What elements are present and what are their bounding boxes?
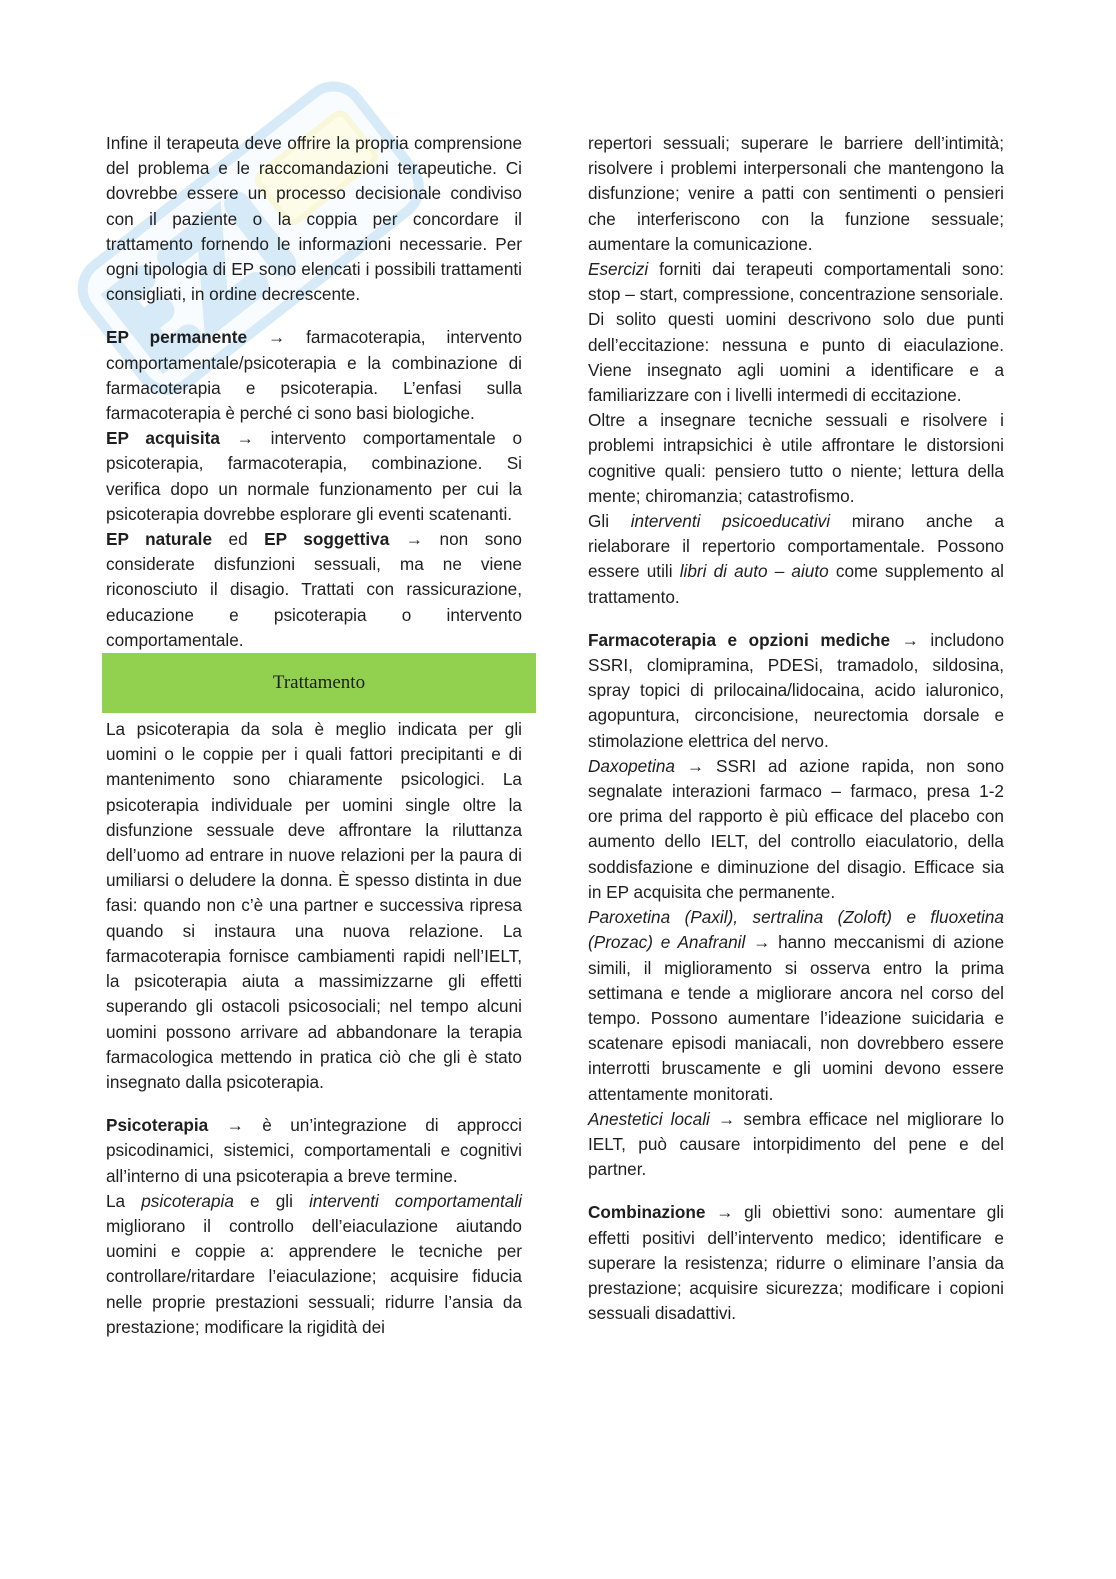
psicoterapia-italic: psicoterapia [141,1190,234,1211]
anestetici-text: sembra efficace nel migliorare lo IELT, può causare intorpidimento del pene e del partner. [588,1108,1005,1180]
arrow-icon: → [901,629,919,650]
psicoterapia-text: è un’integrazione di approcci psicodinamici, sistemici, comportamentali e cognitivi all’interno di una psicoterapia a breve termine. [106,1115,522,1186]
psicoterapia-term: Psicoterapia [106,1115,209,1136]
arrow-icon: → [226,1115,244,1136]
section-heading-trattamento: Trattamento [102,653,536,713]
ep-permanente-paragraph [106,325,522,426]
arrow-icon: → [236,428,254,449]
interventi-paragraph [106,1189,522,1340]
daxopetina-paragraph [588,754,1004,905]
arrow-icon: → [716,1202,734,1223]
ep-naturale-text: non sono considerate disfunzioni sessuali, ma ne viene riconosciuto il disagio. Trattati con rassicurazione, educazione e psicoterapia o intervento comportamentale. [106,529,522,650]
daxopetina-italic: Daxopetina [588,755,675,776]
psicoterapia-paragraph [106,1113,522,1189]
daxopetina-text: SSRI ad azione rapida, non sono segnalate interazioni farmaco – farmaco, presa 1-2 ore prima del rapporto è più efficace del placebo con aumento dello IELT, del controllo eiaculatorio, della soddisfazione e diminuzione del disagio. Efficace sia in EP acquisita che permanente. [588,755,1005,902]
text-fragment: La [106,1190,142,1211]
text-fragment: e gli [233,1190,310,1211]
paroxetina-italic: Paroxetina (Paxil), sertralina (Zoloft) e fluoxetina (Prozac) e Anafranil [588,907,1004,953]
arrow-icon: → [686,755,705,776]
conjunction: ed [212,529,265,550]
esercizi-italic: Esercizi [588,259,649,280]
text-fragment: come supplemento al trattamento. [588,561,1004,607]
psicoeducativi-paragraph [588,509,1004,610]
psicoterapia-sola-paragraph: La psicoterapia da sola è meglio indicata per gli uomini o le coppie per i quali fattori precipitanti e di mantenimento sono chiaramente psicologici. La psicoterapia individuale per uomini single oltre la disfunzione sessuale deve affrontare la riluttanza dell’uomo ad entrare in nuove relazioni per la paura di umiliarsi o deludere la donna. È spesso distinta in due fasi: quando non c’è una partner e successiva ripresa quando si instaura una nuova relazione. La farmacoterapia fornisce cambiamenti rapidi nell’IELT, la psicoterapia aiuta a massimizzarne gli effetti superando gli ostacoli psicosociali; nel tempo alcuni uomini possono arrivare ad abbandonare la terapia farmacologica mettendo in pratica ciò che gli è stato insegnato dalla psicoterapia. [106,719,522,1092]
farmacoterapia-term: Farmacoterapia e opzioni mediche [588,629,891,650]
arrow-icon: → [718,1108,736,1129]
esercizi-paragraph [588,257,1004,307]
paroxetina-paragraph [588,905,1004,1107]
interventi-psicoeducativi-italic: interventi psicoeducativi [630,511,831,532]
combinazione-text: gli obiettivi sono: aumentare gli effetti positivi dell’intervento medico; identificare e superare la resistenza; ridurre o eliminare l’ansia da prestazione; acquisire sicurezza; modificare i copioni sessuali disadattivi. [588,1202,1004,1324]
interventi-italic: interventi comportamentali [309,1190,522,1211]
arrow-icon: → [405,529,423,550]
oltre-paragraph: Oltre a insegnare tecniche sessuali e risolvere i problemi intrapsichici è utile affrontare le distorsioni cognitive quali: pensiero tutto o niente; lettura della mente; chiromanzia; catastrofismo. [588,410,1004,506]
farmacoterapia-text: includono SSRI, clomipramina, PDESi, tramadolo, sildosina, spray topici di prilocaina/lidocaina, acido ialuronico, agopuntura, circoncisione, neurectomia dorsale e stimolazione elettrica del nervo. [588,629,1005,751]
paroxetina-text: hanno meccanismi di azione simili, il miglioramento si osserva entro la prima settimana e tende a migliorare ancora nel corso del tempo. Possono aumentare l’ideazione suicidaria e scatenare episodi maniacali, non dovrebbero essere interrotti bruscamente e gli uomini devono essere attentamente monitorati. [588,932,1005,1104]
text-fragment: migliorano il controllo dell’eiaculazione aiutando uomini e coppie a: apprendere le tecniche per controllare/ritardare l’eiaculazione; acquisire fiducia nelle proprie prestazioni sessuali; ridurre l’ansia da prestazione; modificare la rigidità dei [106,1215,522,1337]
ep-naturale-term: EP naturale [106,529,212,550]
libri-italic: libri di auto – aiuto [679,561,829,582]
esercizi-text: forniti dai terapeuti comportamentali sono: stop – start, compressione, concentrazione sensoriale. [588,259,1004,305]
ep-soggettiva-term: EP soggettiva [264,529,390,550]
text-fragment: mirano anche a rielaborare il repertorio comportamentale. Possono essere utili [588,511,1005,582]
anestetici-italic: Anestetici locali [588,1108,710,1129]
ep-naturale-paragraph [106,527,522,653]
left-column [106,131,522,1340]
intro-paragraph: Infine il terapeuta deve offrire la propria comprensione del problema e le raccomandazioni terapeutiche. Ci dovrebbe essere un processo decisionale condiviso con il paziente o la coppia per concordare il trattamento fornendo le informazioni necessarie. Per ogni tipologia di EP sono elencati i possibili trattamenti consigliati, in ordine decrescente. [106,133,522,305]
di-solito-paragraph: Di solito questi uomini descrivono solo due punti dell’eccitazione: nessuna e punto di eiaculazione. Viene insegnato agli uomini a identificare e a familiarizzare con i livelli intermedi di eccitazione. [588,309,1004,406]
continuation-paragraph: repertori sessuali; superare le barriere dell’intimità; risolvere i problemi interpersonali che mantengono la disfunzione; venire a patti con sentimenti o pensieri che interferiscono con la funzione sessuale; aumentare la comunicazione. [588,133,1004,254]
ep-acquisita-paragraph [106,426,522,527]
anestetici-paragraph [588,1107,1004,1183]
ep-acquisita-term: EP acquisita [106,428,220,449]
farmacoterapia-paragraph [588,628,1004,754]
combinazione-paragraph [588,1200,1004,1326]
arrow-icon: → [753,932,771,953]
ep-permanente-term: EP permanente [106,327,248,348]
ep-permanente-text: farmacoterapia, intervento comportamentale/psicoterapia e la combinazione di farmacoterapia e psicoterapia. L’enfasi sulla farmacoterapia è perché ci sono basi biologiche. [106,327,522,424]
combinazione-term: Combinazione [588,1202,706,1223]
arrow-icon: → [267,327,286,348]
ep-acquisita-text: intervento comportamentale o psicoterapia, farmacoterapia, combinazione. Si verifica dopo un normale funzionamento per cui la psicoterapia dovrebbe esplorare gli eventi scatenanti. [106,428,523,524]
text-fragment: Gli [588,511,631,532]
right-column [588,131,1004,1326]
